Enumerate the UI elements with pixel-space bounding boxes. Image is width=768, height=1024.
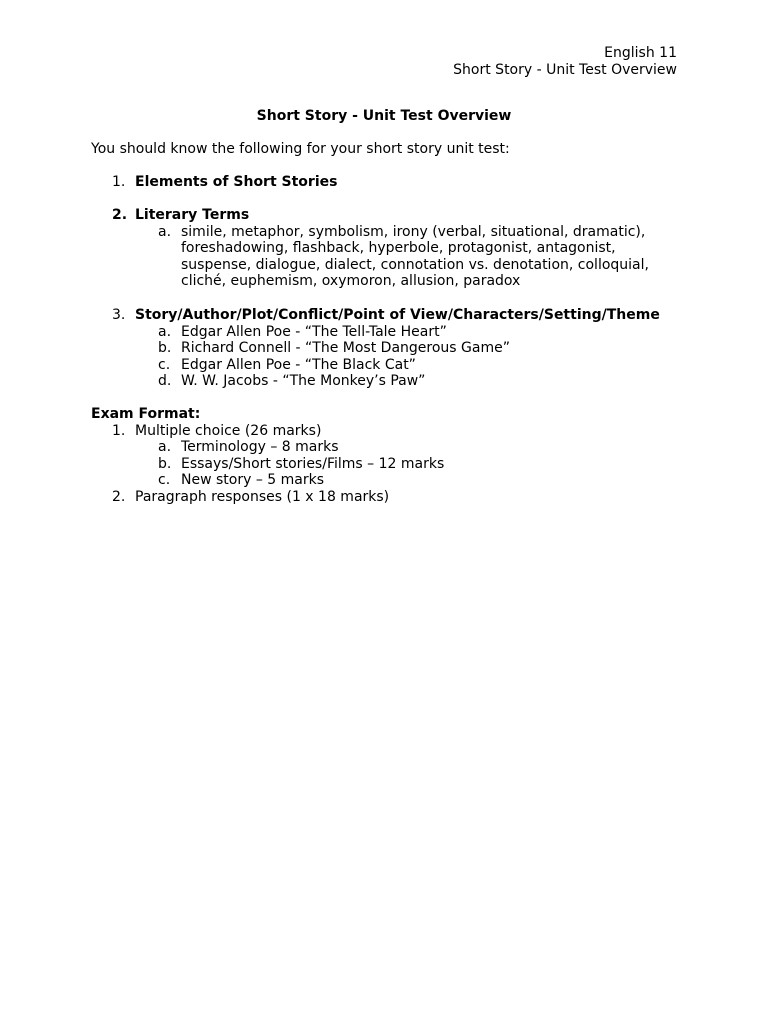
exam-heading: Exam Format: <box>91 406 201 422</box>
list-item-letter: c. <box>158 356 171 373</box>
intro-text: You should know the following for your short story unit test: <box>91 141 510 157</box>
section-number: 2. <box>112 207 128 223</box>
list-item-letter: b. <box>158 455 172 472</box>
document-header <box>453 45 677 78</box>
literary-terms-line: foreshadowing, flashback, hyperbole, protagonist, antagonist, <box>181 240 616 257</box>
list-item-letter: d. <box>158 373 172 390</box>
course-name: English 11 <box>604 45 677 61</box>
section-number: 3. <box>112 307 126 323</box>
literary-terms-line: cliché, euphemism, oxymoron, allusion, paradox <box>181 273 521 290</box>
exam-subitem: New story – 5 marks <box>181 472 325 489</box>
section-stories <box>91 307 691 390</box>
section-number: 1. <box>112 174 126 190</box>
section-heading: Elements of Short Stories <box>135 174 338 190</box>
exam-subitem: Terminology – 8 marks <box>181 439 339 456</box>
list-item-letter: b. <box>158 340 172 357</box>
literary-terms-line: suspense, dialogue, dialect, connotation vs. denotation, colloquial, <box>181 256 649 273</box>
story-item: W. W. Jacobs - “The Monkey’s Paw” <box>181 373 426 390</box>
exam-item: Multiple choice (26 marks) <box>135 422 322 439</box>
section-heading: Literary Terms <box>135 207 250 223</box>
header-subtitle: Short Story - Unit Test Overview <box>453 61 677 78</box>
page-title: Short Story - Unit Test Overview <box>256 108 512 124</box>
story-item: Edgar Allen Poe - “The Black Cat” <box>181 356 416 373</box>
list-item-letter: c. <box>158 472 171 489</box>
section-exam-format <box>91 406 691 506</box>
story-item: Edgar Allen Poe - “The Tell-Tale Heart” <box>181 323 447 340</box>
list-item-letter: a. <box>158 223 172 240</box>
exam-item: Paragraph responses (1 x 18 marks) <box>135 488 390 505</box>
exam-item-number: 1. <box>112 422 126 439</box>
exam-item-number: 2. <box>112 488 126 505</box>
section-elements <box>91 174 691 191</box>
story-item: Richard Connell - “The Most Dangerous Game” <box>181 340 510 357</box>
list-item-letter: a. <box>158 439 172 456</box>
section-heading: Story/Author/Plot/Conflict/Point of View/Characters/Setting/Theme <box>135 307 660 323</box>
literary-terms-line: simile, metaphor, symbolism, irony (verbal, situational, dramatic), <box>181 223 646 240</box>
list-item-letter: a. <box>158 323 172 340</box>
exam-subitem: Essays/Short stories/Films – 12 marks <box>181 455 445 472</box>
section-literary-terms <box>91 207 691 290</box>
